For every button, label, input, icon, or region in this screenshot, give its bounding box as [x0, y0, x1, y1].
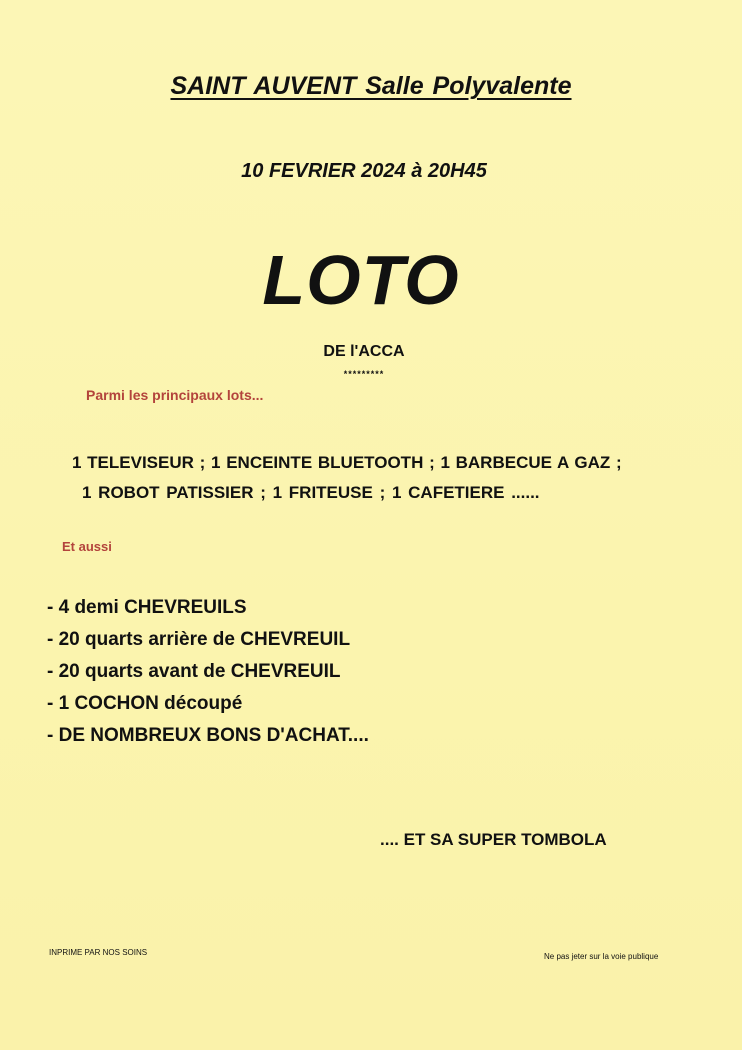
list-item: - 1 COCHON découpé — [47, 693, 243, 714]
litter-note: Ne pas jeter sur la voie publique — [544, 952, 659, 961]
organizer-subtitle: DE l'ACCA — [323, 343, 405, 360]
printer-note: INPRIME PAR NOS SOINS — [49, 948, 148, 957]
tombola-note: .... ET SA SUPER TOMBOLA — [380, 830, 607, 849]
list-item: - 20 quarts arrière de CHEVREUIL — [47, 629, 351, 650]
list-item: - DE NOMBREUX BONS D'ACHAT.... — [47, 725, 369, 746]
prize-line: 1 ROBOT PATISSIER ; 1 FRITEUSE ; 1 CAFETIERE ...... — [82, 483, 540, 502]
prizes-intro: Parmi les principaux lots... — [86, 387, 264, 403]
event-date: 10 FEVRIER 2024 à 20H45 — [241, 160, 487, 182]
prize-line: 1 TELEVISEUR ; 1 ENCEINTE BLUETOOTH ; 1 BARBECUE A GAZ ; — [72, 453, 622, 472]
star-separator: ********* — [343, 369, 385, 379]
venue-heading: SAINT AUVENT Salle Polyvalente — [170, 72, 572, 100]
extra-prizes-list — [47, 596, 369, 756]
poster-title: LOTO — [262, 241, 460, 319]
list-item: - 20 quarts avant de CHEVREUIL — [47, 661, 341, 682]
also-label: Et aussi — [62, 539, 112, 554]
list-item: - 4 demi CHEVREUILS — [47, 597, 247, 618]
